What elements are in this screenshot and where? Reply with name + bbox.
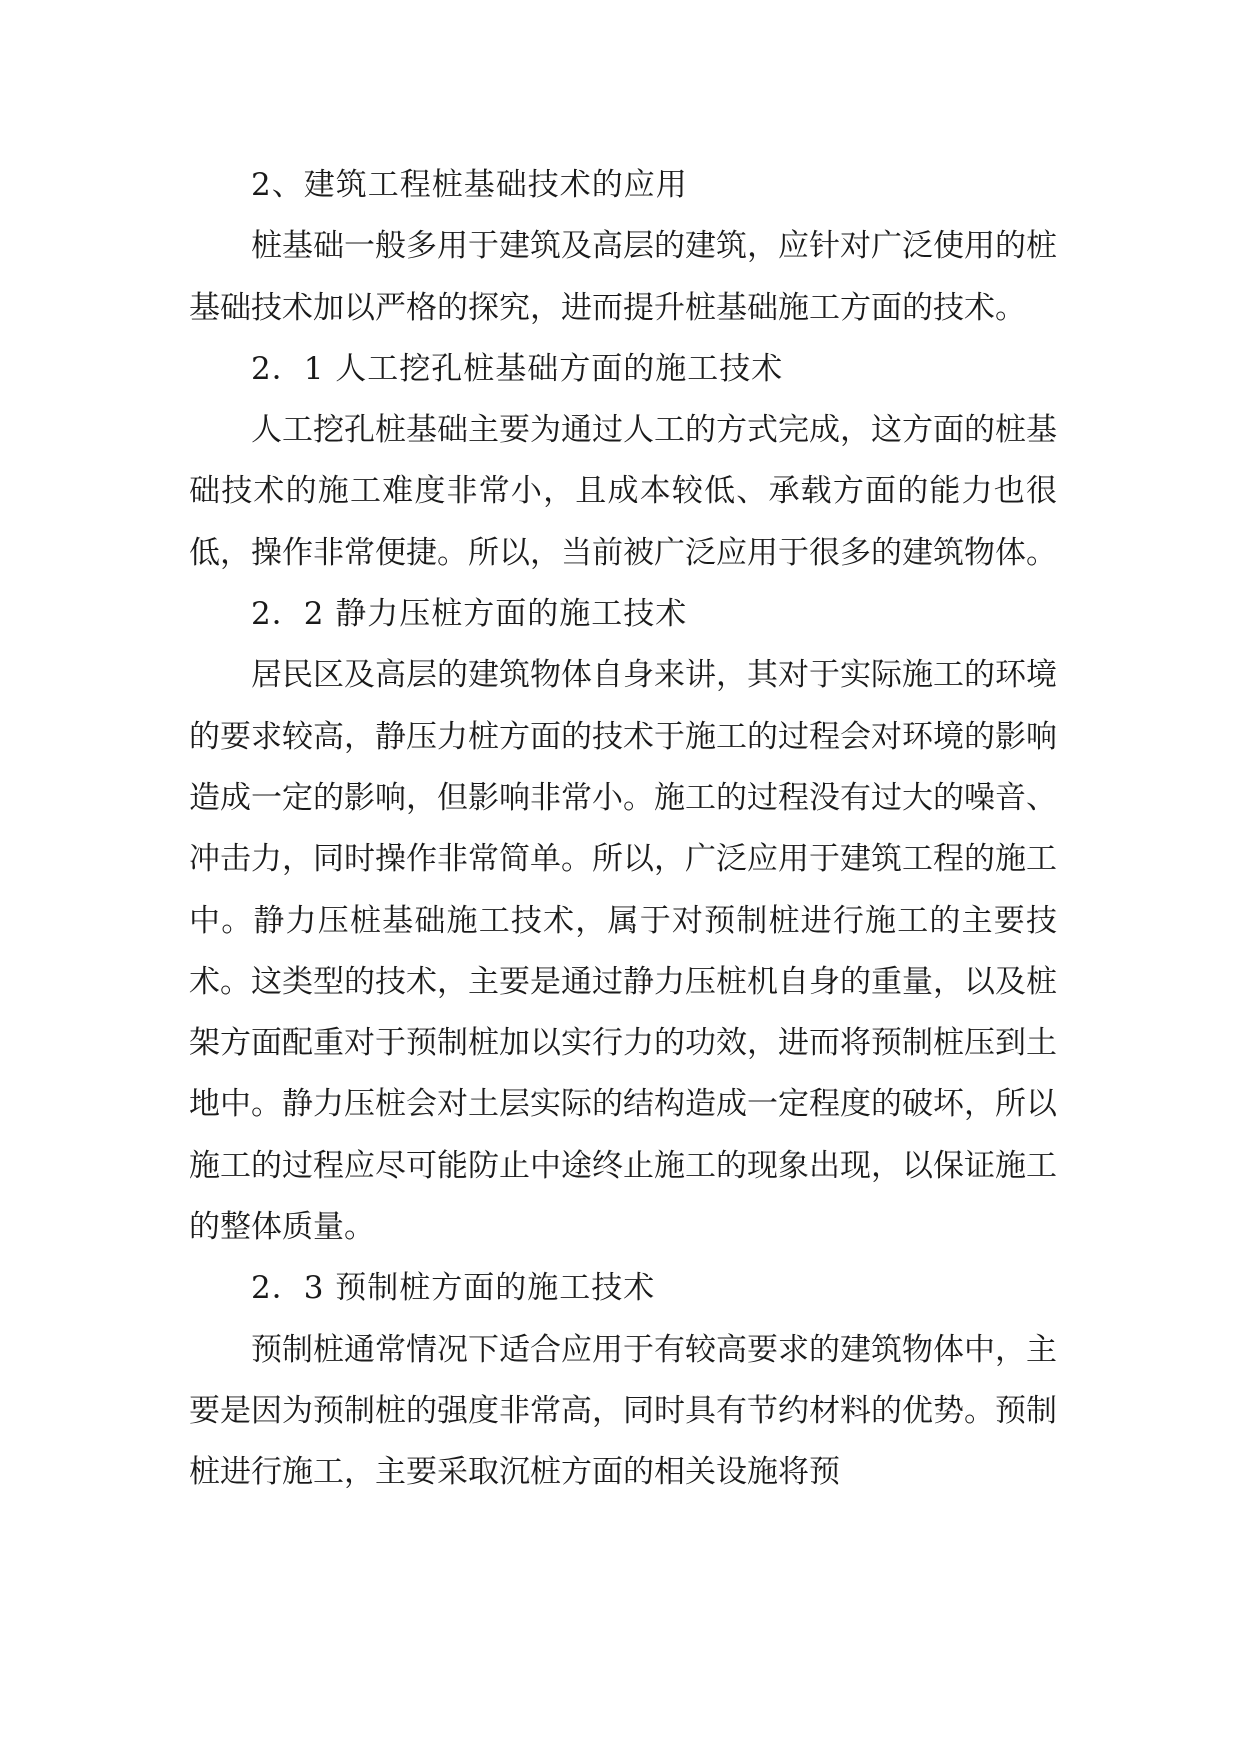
section-paragraph-2: 桩基础一般多用于建筑及高层的建筑，应针对广泛使用的桩基础技术加以严格的探究，进而提升桩基础施工方面的技术。 <box>189 228 1057 326</box>
section-paragraph-2-1: 人工挖孔桩基础主要为通过人工的方式完成，这方面的桩基础技术的施工难度非常小，且成本较低、承载方面的能力也很低，操作非常便捷。所以，当前被广泛应用于很多的建筑物体。 <box>189 412 1057 571</box>
section-heading-2-3: 2．3 预制桩方面的施工技术 <box>251 1270 656 1307</box>
section-heading-2-2: 2．2 静力压桩方面的施工技术 <box>251 596 688 633</box>
document-body <box>189 155 1057 1504</box>
section-heading-2: 2、建筑工程桩基础技术的应用 <box>251 167 688 203</box>
section-heading-2-1: 2．1 人工挖孔桩基础方面的施工技术 <box>251 350 784 387</box>
section-paragraph-2-2: 居民区及高层的建筑物体自身来讲，其对于实际施工的环境的要求较高，静压力桩方面的技术于施工的过程会对环境的影响造成一定的影响，但影响非常小。施工的过程没有过大的噪音、冲击力，同时操作非常简单。所以，广泛应用于建筑工程的施工中。静力压桩基础施工技术，属于对预制桩进行施工的主要技术。这类型的技术，主要是通过静力压桩机自身的重量，以及桩架方面配重对于预制桩加以实行力的功效，进而将预制桩压到土地中。静力压桩会对土层实际的结构造成一定程度的破坏，所以施工的过程应尽可能防止中途终止施工的现象出现，以保证施工的整体质量。 <box>189 657 1057 1246</box>
section-paragraph-2-3: 预制桩通常情况下适合应用于有较高要求的建筑物体中，主要是因为预制桩的强度非常高，同时具有节约材料的优势。预制桩进行施工，主要采取沉桩方面的相关设施将预 <box>189 1331 1057 1491</box>
